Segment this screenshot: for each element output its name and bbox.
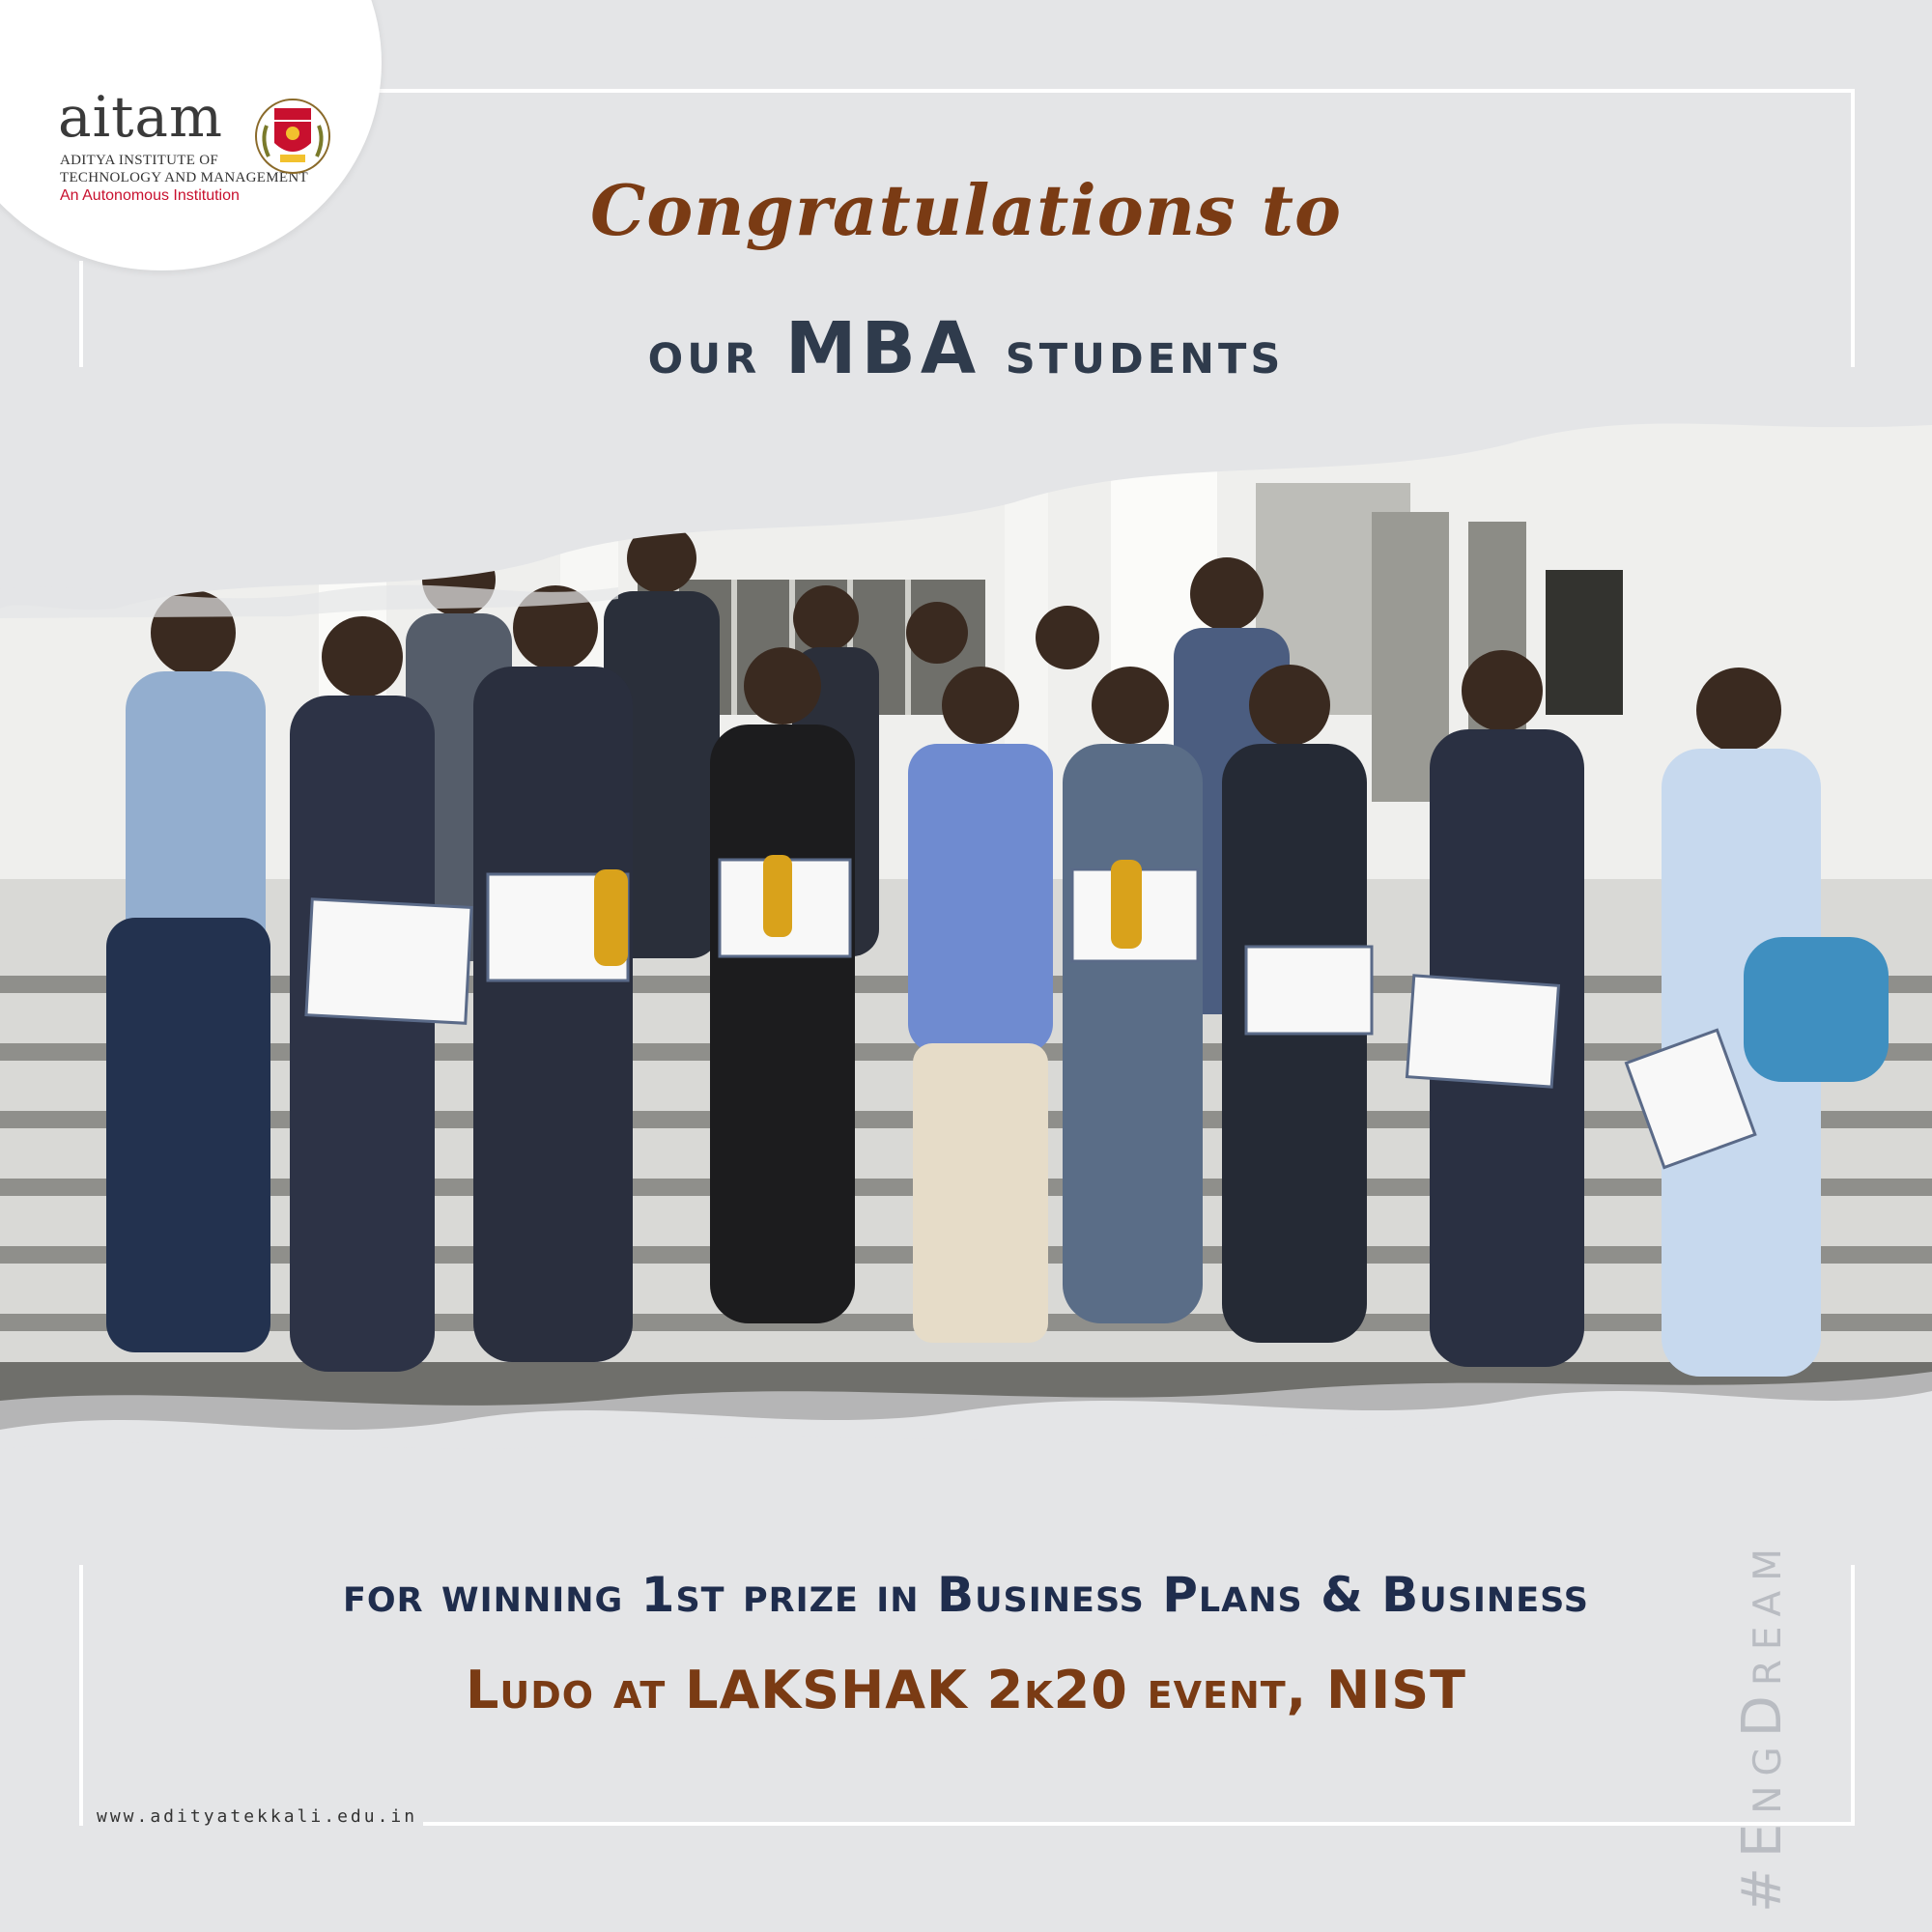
caption-line2: Ludo at LAKSHAK 2k20 event, NIST — [466, 1660, 1466, 1720]
headline-mba-students — [0, 307, 1932, 390]
logo-wordmark: aitam — [58, 84, 224, 150]
hashtag: #EngDream — [1731, 1539, 1794, 1913]
headline-pre: our — [647, 317, 761, 387]
emblem-icon — [253, 97, 332, 176]
brush-stroke-top — [0, 367, 1932, 618]
logo-name-line1: ADITYA INSTITUTE OF — [60, 153, 219, 168]
frame-top-line — [377, 89, 1855, 93]
headline-post: students — [1005, 317, 1285, 387]
website-link[interactable]: www.adityatekkali.edu.in — [97, 1806, 423, 1827]
logo-name-line2: TECHNOLOGY AND MANAGEMENT — [60, 170, 308, 185]
logo-tagline: An Autonomous Institution — [60, 187, 240, 204]
headline-congratulations: Congratulations to — [589, 169, 1343, 251]
headline-mba: MBA — [784, 307, 981, 390]
frame-bottom-line-right — [415, 1822, 1855, 1826]
caption-line1: for winning 1st prize in Business Plans & Business — [343, 1567, 1589, 1623]
brush-stroke-bottom — [0, 1314, 1932, 1565]
